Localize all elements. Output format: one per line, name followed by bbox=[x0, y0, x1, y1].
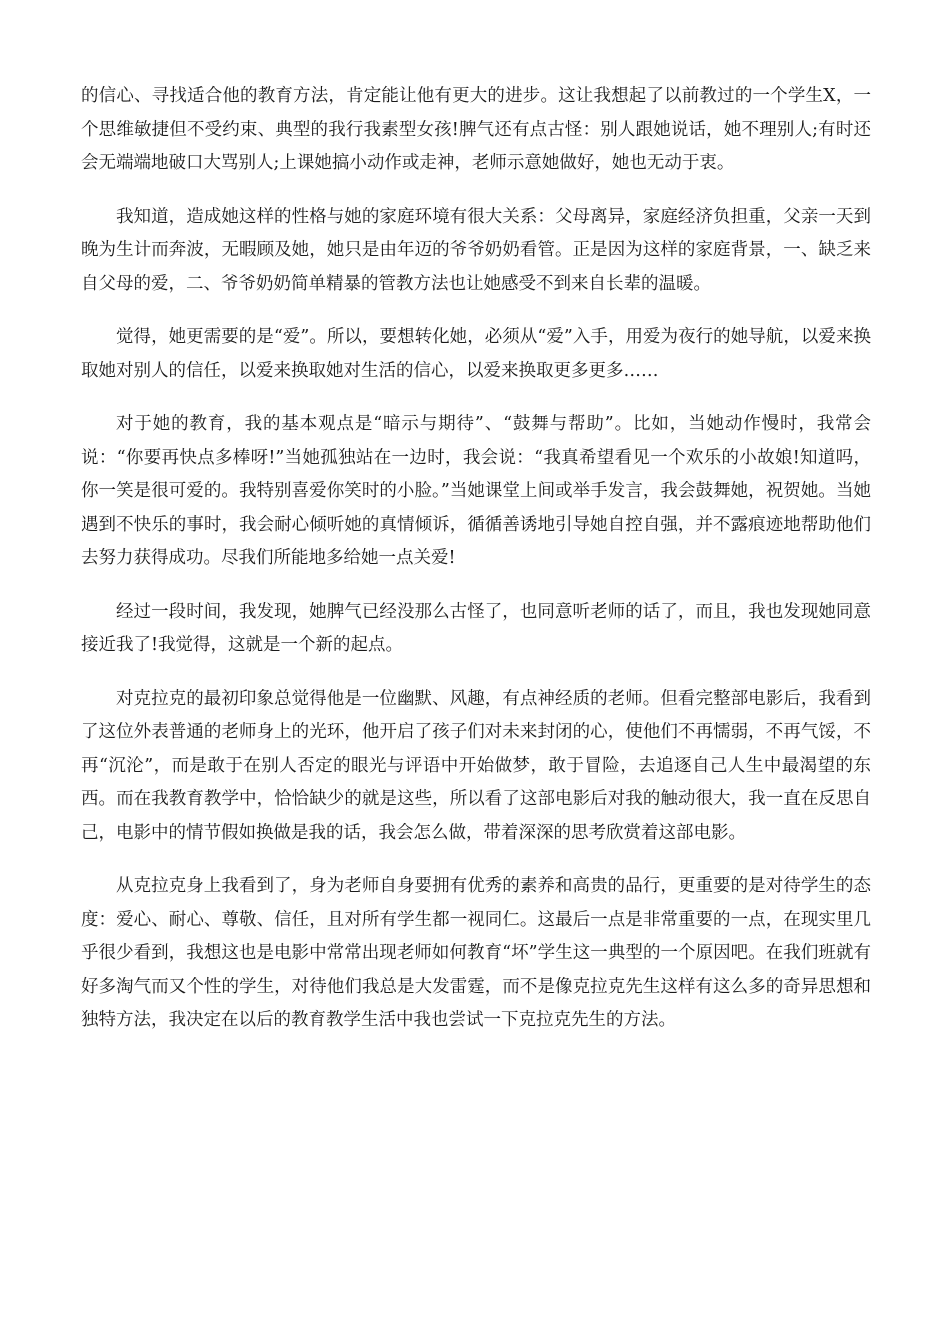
paragraph-clark-lesson: 从克拉克身上我看到了，身为老师自身要拥有优秀的素养和高贵的品行，更重要的是对待学生的态度：爱心、耐心、尊敬、信任，且对所有学生都一视同仁。这最后一点是非常重要的一点，在现实里几乎很少看到，我想这也是电影中常常出现老师如何教育“坏”学生这一典型的一个原因吧。在我们班就有好多淘气而又个性的学生，对待他们我总是大发雷霆，而不是像克拉克先生这样有这么多的奇异思想和独特方法，我决定在以后的教育教学生活中我也尝试一下克拉克先生的方法。 bbox=[81, 876, 871, 1030]
document-body bbox=[81, 80, 871, 1058]
paragraph-new-starting-point: 经过一段时间，我发现，她脾气已经没那么古怪了，也同意听老师的话了，而且，我也发现她同意接近我了!我觉得，这就是一个新的起点。 bbox=[81, 601, 871, 655]
paragraph-needs-love: 觉得，她更需要的是“爱”。所以，要想转化她，必须从“爱”入手，用爱为夜行的她导航，以爱来换取她对别人的信任，以爱来换取她对生活的信心，以爱来换取更多更多…… bbox=[81, 327, 871, 381]
paragraph-clark-impression: 对克拉克的最初印象总觉得他是一位幽默、风趣，有点神经质的老师。但看完整部电影后，我看到了这位外表普通的老师身上的光环，他开启了孩子们对未来封闭的心，使他们不再懦弱，不再气馁，不再“沉沦”，而是敢于在别人否定的眼光与评语中开始做梦，敢于冒险，去追逐自己人生中最渴望的东西。而在我教育教学中，恰恰缺少的就是这些，所以看了这部电影后对我的触动很大，我一直在反思自己，电影中的情节假如换做是我的话，我会怎么做，带着深深的思考欣赏着这部电影。 bbox=[81, 688, 871, 843]
paragraph-family-background: 我知道，造成她这样的性格与她的家庭环境有很大关系：父母离异，家庭经济负担重，父亲一天到晚为生计而奔波，无暇顾及她，她只是由年迈的爷爷奶奶看管。正是因为这样的家庭背景，一、缺乏来自父母的爱，二、爷爷奶奶简单精暴的管教方法也让她感受不到来自长辈的温暖。 bbox=[81, 206, 871, 294]
paragraph-education-approach: 对于她的教育，我的基本观点是“暗示与期待”、“鼓舞与帮助”。比如，当她动作慢时，我常会说：“你要再快点多棒呀!”当她孤独站在一边时，我会说：“我真希望看见一个欢乐的小故娘!知道吗，你一笑是很可爱的。我特别喜爱你笑时的小脸。”当她课堂上间或举手发言，我会鼓舞她，祝贺她。当她遇到不快乐的事时，我会耐心倾听她的真情倾诉，循循善诱地引导她自控自强，并不露痕迹地帮助他们去努力获得成功。尽我们所能地多给她一点关爱! bbox=[81, 414, 871, 568]
paragraph-continuation: 的信心、寻找适合他的教育方法，肯定能让他有更大的进步。这让我想起了以前教过的一个学生X，一个思维敏捷但不受约束、典型的我行我素型女孩!脾气还有点古怪：别人跟她说话，她不理别人;有时还会无端端地破口大骂别人;上课她搞小动作或走神，老师示意她做好，她也无动于衷。 bbox=[81, 86, 871, 173]
